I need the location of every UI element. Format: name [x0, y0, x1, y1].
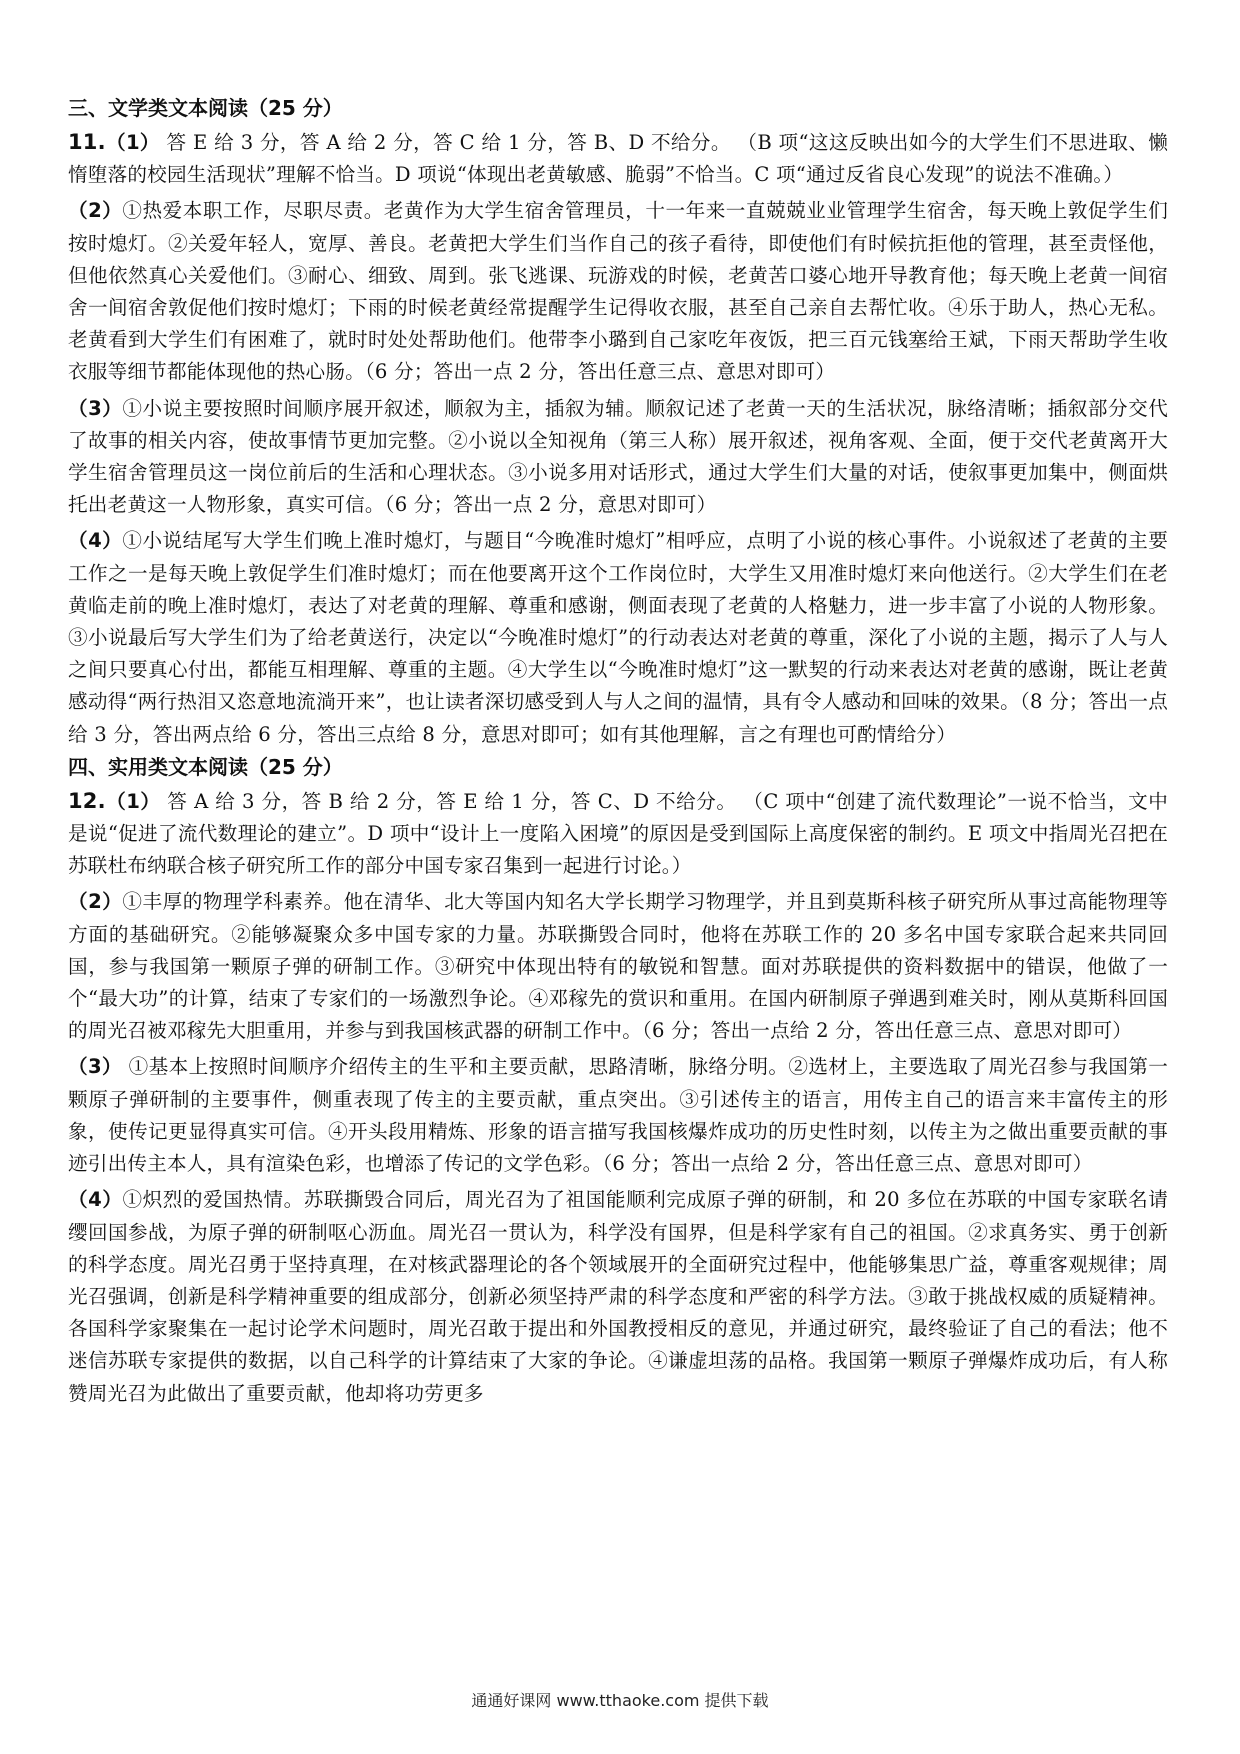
q12-part1-label: （1）	[105, 789, 161, 813]
q11-part4	[68, 525, 1168, 750]
answer-key-page	[68, 94, 1168, 1410]
q11-part4-label: （4）	[68, 529, 123, 553]
q12-part4-text: ①炽烈的爱国热情。苏联撕毁合同后，周光召为了祖国能顺利完成原子弹的研制，和 20 多位在苏联的中国专家联名请缨回国参战，为原子弹的研制呕心沥血。周光召一贯认为，科学没有国界，但是科学家有自己的祖国。②求真务实、勇于创新的科学态度。周光召勇于坚持真理，在对核武器理论的各个领域展开的全面研究过程中，他能够集思广益，尊重客观规律；周光召强调，创新是科学精神重要的组成部分，创新必须坚持严肃的科学态度和严密的科学方法。③敢于挑战权威的质疑精神。各国科学家聚集在一起讨论学术问题时，周光召敢于提出和外国教授相反的意见，并通过研究，最终验证了自己的看法；他不迷信苏联专家提供的数据，以自己科学的计算结束了大家的争论。④谦虚坦荡的品格。我国第一颗原子弹爆炸成功后，有人称赞周光召为此做出了重要贡献，他却将功劳更多	[68, 1188, 1169, 1405]
q11-part1-label: （1）	[105, 131, 160, 154]
q12-part3-text: ①基本上按照时间顺序介绍传主的生平和主要贡献，思路清晰，脉络分明。②选材上，主要选取了周光召参与我国第一颗原子弹研制的主要事件，侧重表现了传主的主要贡献，重点突出。③引述传主的语言，用传主自己的语言来丰富传主的形象，使传记更显得真实可信。④开头段用精炼、形象的语言描写我国核爆炸成功的历史性时刻，以传主为之做出重要贡献的事迹引出传主本人，具有渲染色彩，也增添了传记的文学色彩。（6 分；答出一点给 2 分，答出任意三点、意思对即可）	[68, 1055, 1168, 1176]
q12-part4-label: （4）	[68, 1188, 123, 1212]
page-footer: 通通好课网 www.tthaoke.com 提供下载	[471, 1691, 769, 1710]
q11-part4-text: ①小说结尾写大学生们晚上准时熄灯，与题目“今晚准时熄灯”相呼应，点明了小说的核心事件。小说叙述了老黄的主要工作之一是每天晚上敦促学生们准时熄灯；而在他要离开这个工作岗位时，大学生又用准时熄灯来向他送行。②大学生们在老黄临走前的晚上准时熄灯，表达了对老黄的理解、尊重和感谢，侧面表现了老黄的人格魅力，进一步丰富了小说的人物形象。③小说最后写大学生们为了给老黄送行，决定以“今晚准时熄灯”的行动表达对老黄的尊重，深化了小说的主题，揭示了人与人之间只要真心付出，都能互相理解、尊重的主题。④大学生以“今晚准时熄灯”这一默契的行动来表达对老黄的感谢，既让老黄感动得“两行热泪又恣意地流淌开来”，也让读者深切感受到人与人之间的温情，具有令人感动和回味的效果。（8 分；答出一点给 3 分，答出两点给 6 分，答出三点给 8 分，意思对即可；如有其他理解，言之有理也可酌情给分）	[68, 529, 1169, 746]
q11-part2	[68, 195, 1168, 388]
q12-part2-text: ①丰厚的物理学科素养。他在清华、北大等国内知名大学长期学习物理学，并且到莫斯科核子研究所从事过高能物理等方面的基础研究。②能够凝聚众多中国专家的力量。苏联撕毁合同时，他将在苏联工作的 20 多名中国专家联合起来共同回国，参与我国第一颗原子弹的研制工作。③研究中体现出特有的敏锐和智慧。面对苏联提供的资料数据中的错误，他做了一个“最大功”的计算，结束了专家们的一场激烈争论。④邓稼先的赏识和重用。在国内研制原子弹遇到难关时，刚从莫斯科回国的周光召被邓稼先大胆重用，并参与到我国核武器的研制工作中。（6 分；答出一点给 2 分，答出任意三点、意思对即可）	[68, 890, 1168, 1043]
q11-part3-text: ①小说主要按照时间顺序展开叙述，顺叙为主，插叙为辅。顺叙记述了老黄一天的生活状况，脉络清晰；插叙部分交代了故事的相关内容，使故事情节更加完整。②小说以全知视角（第三人称）展开叙述，视角客观、全面，便于交代老黄离开大学生宿舍管理员这一岗位前后的生活和心理状态。③小说多用对话形式，通过大学生们大量的对话，使叙事更加集中，侧面烘托出老黄这一人物形象，真实可信。（6 分；答出一点 2 分，意思对即可）	[68, 396, 1168, 517]
section-heading-literary: 三、文学类文本阅读（25 分）	[68, 96, 343, 120]
q12-part2-label: （2）	[68, 890, 123, 914]
section-heading-practical: 四、实用类文本阅读（25 分）	[68, 754, 343, 779]
q11-part1-text: 答 E 给 3 分，答 A 给 2 分，答 C 给 1 分，答 B、D 不给分。 （B 项“这这反映出如今的大学生们不思进取、懒惰堕落的校园生活现状”理解不恰当。D 项说“体现出老黄敏感、脆弱”不恰当。C 项“通过反省良心发现”的说法不准确。）	[68, 131, 1169, 187]
q12-part3	[68, 1051, 1168, 1180]
q12-part3-label: （3）	[68, 1055, 123, 1079]
q11-part2-label: （2）	[68, 199, 123, 223]
q12-part1	[68, 785, 1168, 883]
q12-part2	[68, 886, 1168, 1047]
q11-part3-label: （3）	[68, 396, 123, 420]
q11-number: 11.	[68, 130, 106, 154]
q12-part1-text: 答 A 给 3 分，答 B 给 2 分，答 E 给 1 分，答 C、D 不给分。 （C 项中“创建了流代数理论”一说不恰当，文中是说“促进了流代数理论的建立”。D 项中“设计上一度陷入困境”的原因是受到国际上高度保密的制约。E 项文中指周光召把在苏联杜布纳联合核子研究所工作的部分中国专家召集到一起进行讨论。）	[68, 789, 1169, 878]
q11-part1	[68, 126, 1168, 191]
q11-part3	[68, 393, 1168, 522]
q11-part2-text: ①热爱本职工作，尽职尽责。老黄作为大学生宿舍管理员，十一年来一直兢兢业业管理学生宿舍，每天晚上敦促学生们按时熄灯。②关爱年轻人，宽厚、善良。老黄把大学生们当作自己的孩子看待，即使他们有时候抗拒他的管理，甚至责怪他，但他依然真心关爱他们。③耐心、细致、周到。张飞逃课、玩游戏的时候，老黄苦口婆心地开导教育他；每天晚上老黄一间宿舍一间宿舍敦促他们按时熄灯；下雨的时候老黄经常提醒学生记得收衣服，甚至自己亲自去帮忙收。④乐于助人，热心无私。老黄看到大学生们有困难了，就时时处处帮助他们。他带李小璐到自己家吃年夜饭，把三百元钱塞给王斌，下雨天帮助学生收衣服等细节都能体现他的热心肠。（6 分；答出一点 2 分，答出任意三点、意思对即可）	[68, 199, 1168, 384]
q12-number: 12.	[68, 788, 106, 813]
q12-part4	[68, 1184, 1168, 1409]
